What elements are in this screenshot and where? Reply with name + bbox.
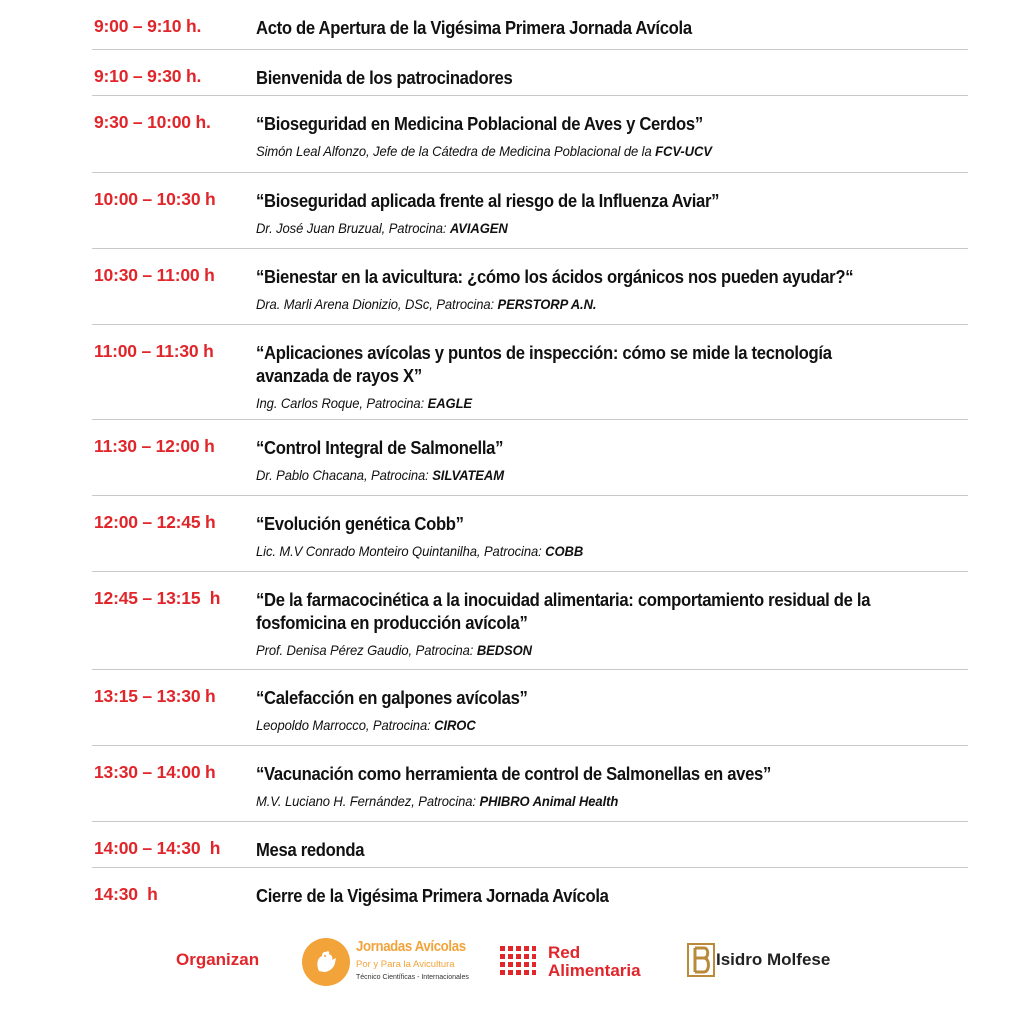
session-time: 14:00 – 14:30 h xyxy=(94,838,221,858)
session-speaker-line xyxy=(256,717,918,733)
session-content xyxy=(256,96,968,159)
logo1-subtitle: Por y Para la Avicultura xyxy=(356,959,455,970)
session-time: 10:00 – 10:30 h xyxy=(94,189,216,209)
session-title: “Bioseguridad en Medicina Poblacional de Aves y Cerdos” xyxy=(256,113,703,134)
sponsor-name: FCV-UCV xyxy=(655,143,712,159)
isidro-molfese-logo xyxy=(686,942,866,982)
sponsor-name: AVIAGEN xyxy=(449,220,508,236)
session-title: “Bienestar en la avicultura: ¿cómo los ácidos orgánicos nos pueden ayudar?“ xyxy=(256,266,854,287)
sponsor-name: CIROC xyxy=(434,717,476,733)
session-content xyxy=(256,50,968,89)
session-time: 13:15 – 13:30 h xyxy=(94,686,216,706)
agenda-row xyxy=(92,868,968,915)
red-alimentaria-logo xyxy=(500,944,670,984)
agenda-row xyxy=(92,96,968,173)
rooster-icon xyxy=(302,938,350,986)
session-content xyxy=(256,496,968,559)
speaker-name: Dr. Pablo Chacana, Patrocina: xyxy=(256,467,433,483)
monogram-icon xyxy=(686,942,714,976)
agenda-row xyxy=(92,50,968,96)
session-speaker-line xyxy=(256,220,918,236)
agenda-row xyxy=(92,173,968,249)
agenda-row xyxy=(92,420,968,496)
session-speaker-line xyxy=(256,143,918,159)
session-title: “Bioseguridad aplicada frente al riesgo de la Influenza Aviar” xyxy=(256,190,720,211)
agenda-row xyxy=(92,249,968,325)
speaker-name: Dra. Marli Arena Dionizio, DSc, Patrocina: xyxy=(256,296,498,312)
session-title: “Control Integral de Salmonella” xyxy=(256,437,504,458)
logo2-line1: Red xyxy=(548,943,581,962)
session-content xyxy=(256,420,968,483)
session-speaker-line xyxy=(256,467,918,483)
speaker-name: Prof. Denisa Pérez Gaudio, Patrocina: xyxy=(256,642,477,658)
agenda-row xyxy=(92,822,968,868)
session-title: “Evolución genética Cobb” xyxy=(256,513,464,534)
session-title: Bienvenida de los patrocinadores xyxy=(256,67,513,88)
speaker-name: Simón Leal Alfonzo, Jefe de la Cátedra de Medicina Poblacional de la xyxy=(256,143,656,159)
session-content xyxy=(256,173,968,236)
session-speaker-line xyxy=(256,296,918,312)
session-time: 12:45 – 13:15 h xyxy=(94,588,221,608)
sponsor-name: PERSTORP A.N. xyxy=(497,296,597,312)
session-time: 13:30 – 14:00 h xyxy=(94,762,216,782)
sponsor-name: COBB xyxy=(545,543,584,559)
session-time: 9:10 – 9:30 h. xyxy=(94,66,202,86)
agenda-row xyxy=(92,746,968,822)
session-speaker-line xyxy=(256,793,918,809)
session-content xyxy=(256,572,968,658)
organizers-footer xyxy=(0,928,1024,998)
session-time: 11:30 – 12:00 h xyxy=(94,436,215,456)
agenda-row xyxy=(92,0,968,50)
speaker-name: M.V. Luciano H. Fernández, Patrocina: xyxy=(256,793,480,809)
sponsor-name: PHIBRO Animal Health xyxy=(479,793,619,809)
speaker-name: Lic. M.V Conrado Monteiro Quintanilha, Patrocina: xyxy=(256,543,546,559)
session-time: 11:00 – 11:30 h xyxy=(94,341,214,361)
sponsor-name: BEDSON xyxy=(476,642,532,658)
agenda-row xyxy=(92,572,968,670)
session-speaker-line xyxy=(256,395,918,411)
speaker-name: Dr. José Juan Bruzual, Patrocina: xyxy=(256,220,450,236)
session-title: “Calefacción en galpones avícolas” xyxy=(256,687,528,708)
dot-grid-icon xyxy=(500,946,536,980)
session-title: Cierre de la Vigésima Primera Jornada Avícola xyxy=(256,885,609,906)
session-content xyxy=(256,822,968,861)
organizers-label: Organizan xyxy=(176,950,260,969)
sponsor-name: EAGLE xyxy=(427,395,473,411)
agenda-row xyxy=(92,325,968,420)
logo3-name: Isidro Molfese xyxy=(716,950,831,969)
session-title: “Aplicaciones avícolas y puntos de inspección: cómo se mide la tecnología avanzada de rayos X” xyxy=(256,342,832,386)
session-time: 12:00 – 12:45 h xyxy=(94,512,216,532)
session-title: “Vacunación como herramienta de control de Salmonellas en aves” xyxy=(256,763,771,784)
session-content xyxy=(256,249,968,312)
speaker-name: Leopoldo Marrocco, Patrocina: xyxy=(256,717,435,733)
session-speaker-line xyxy=(256,642,918,658)
speaker-name: Ing. Carlos Roque, Patrocina: xyxy=(256,395,428,411)
session-content xyxy=(256,746,968,809)
session-speaker-line xyxy=(256,543,918,559)
agenda-row xyxy=(92,670,968,746)
session-time: 14:30 h xyxy=(94,884,158,904)
jornadas-avicolas-logo xyxy=(300,932,485,992)
session-title: Mesa redonda xyxy=(256,839,365,860)
logo2-line2: Alimentaria xyxy=(548,961,641,980)
logo1-title: Jornadas Avícolas xyxy=(356,938,466,955)
agenda-row xyxy=(92,496,968,572)
sponsor-name: SILVATEAM xyxy=(432,467,504,483)
logo1-tagline: Técnico Científicas - Internacionales xyxy=(356,974,469,981)
session-title: “De la farmacocinética a la inocuidad alimentaria: comportamiento residual de la fosfomicina en producción avícola” xyxy=(256,589,871,633)
session-content xyxy=(256,868,968,907)
agenda-list xyxy=(92,0,968,915)
session-content xyxy=(256,325,968,411)
session-time: 9:30 – 10:00 h. xyxy=(94,112,211,132)
session-content xyxy=(256,0,968,39)
session-time: 10:30 – 11:00 h xyxy=(94,265,215,285)
session-content xyxy=(256,670,968,733)
session-time: 9:00 – 9:10 h. xyxy=(94,16,202,36)
session-title: Acto de Apertura de la Vigésima Primera Jornada Avícola xyxy=(256,17,692,38)
